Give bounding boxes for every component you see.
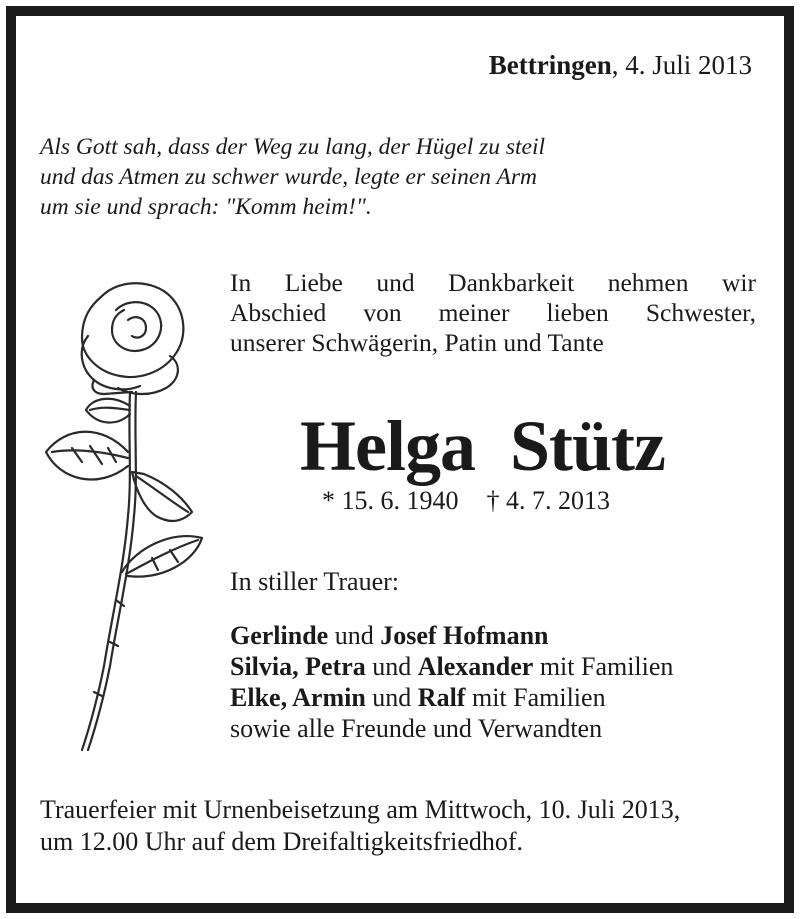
motto-line: um sie und sprach: "Komm heim!".	[40, 194, 372, 220]
deceased-name: Helga Stütz	[300, 406, 665, 486]
family-line: sowie alle Freunde und Verwandten	[230, 714, 603, 743]
intro-line: Abschied von meiner lieben Schwester,	[230, 298, 756, 327]
death-date: † 4. 7. 2013	[486, 486, 610, 515]
service-line: Trauerfeier mit Urnenbeisetzung am Mittwoch, 10. Juli 2013,	[40, 795, 681, 824]
life-dates	[322, 486, 610, 516]
motto-line: und das Atmen zu schwer wurde, legte er seinen Arm	[40, 164, 537, 190]
date: , 4. Juli 2013	[611, 50, 752, 80]
family-line: Silvia, Petra und Alexander mit Familien	[230, 652, 674, 681]
rose-icon	[32, 276, 218, 756]
intro-line: unserer Schwägerin, Patin und Tante	[230, 328, 604, 357]
intro-line: In Liebe und Dankbarkeit nehmen wir	[230, 268, 756, 297]
place-date	[489, 50, 752, 81]
family-line: Elke, Armin und Ralf mit Familien	[230, 683, 606, 712]
birth-date: * 15. 6. 1940	[322, 486, 459, 515]
mourning-label: In stiller Trauer:	[230, 567, 399, 596]
service-info	[40, 794, 680, 858]
motto-quote	[40, 132, 545, 222]
intro-text	[230, 268, 756, 358]
service-line: um 12.00 Uhr auf dem Dreifaltigkeitsfriedhof.	[40, 827, 524, 856]
place: Bettringen	[488, 50, 612, 80]
family-line: Gerlinde und Josef Hofmann	[230, 621, 549, 650]
motto-line: Als Gott sah, dass der Weg zu lang, der Hügel zu steil	[40, 134, 546, 160]
family-list	[230, 620, 673, 744]
